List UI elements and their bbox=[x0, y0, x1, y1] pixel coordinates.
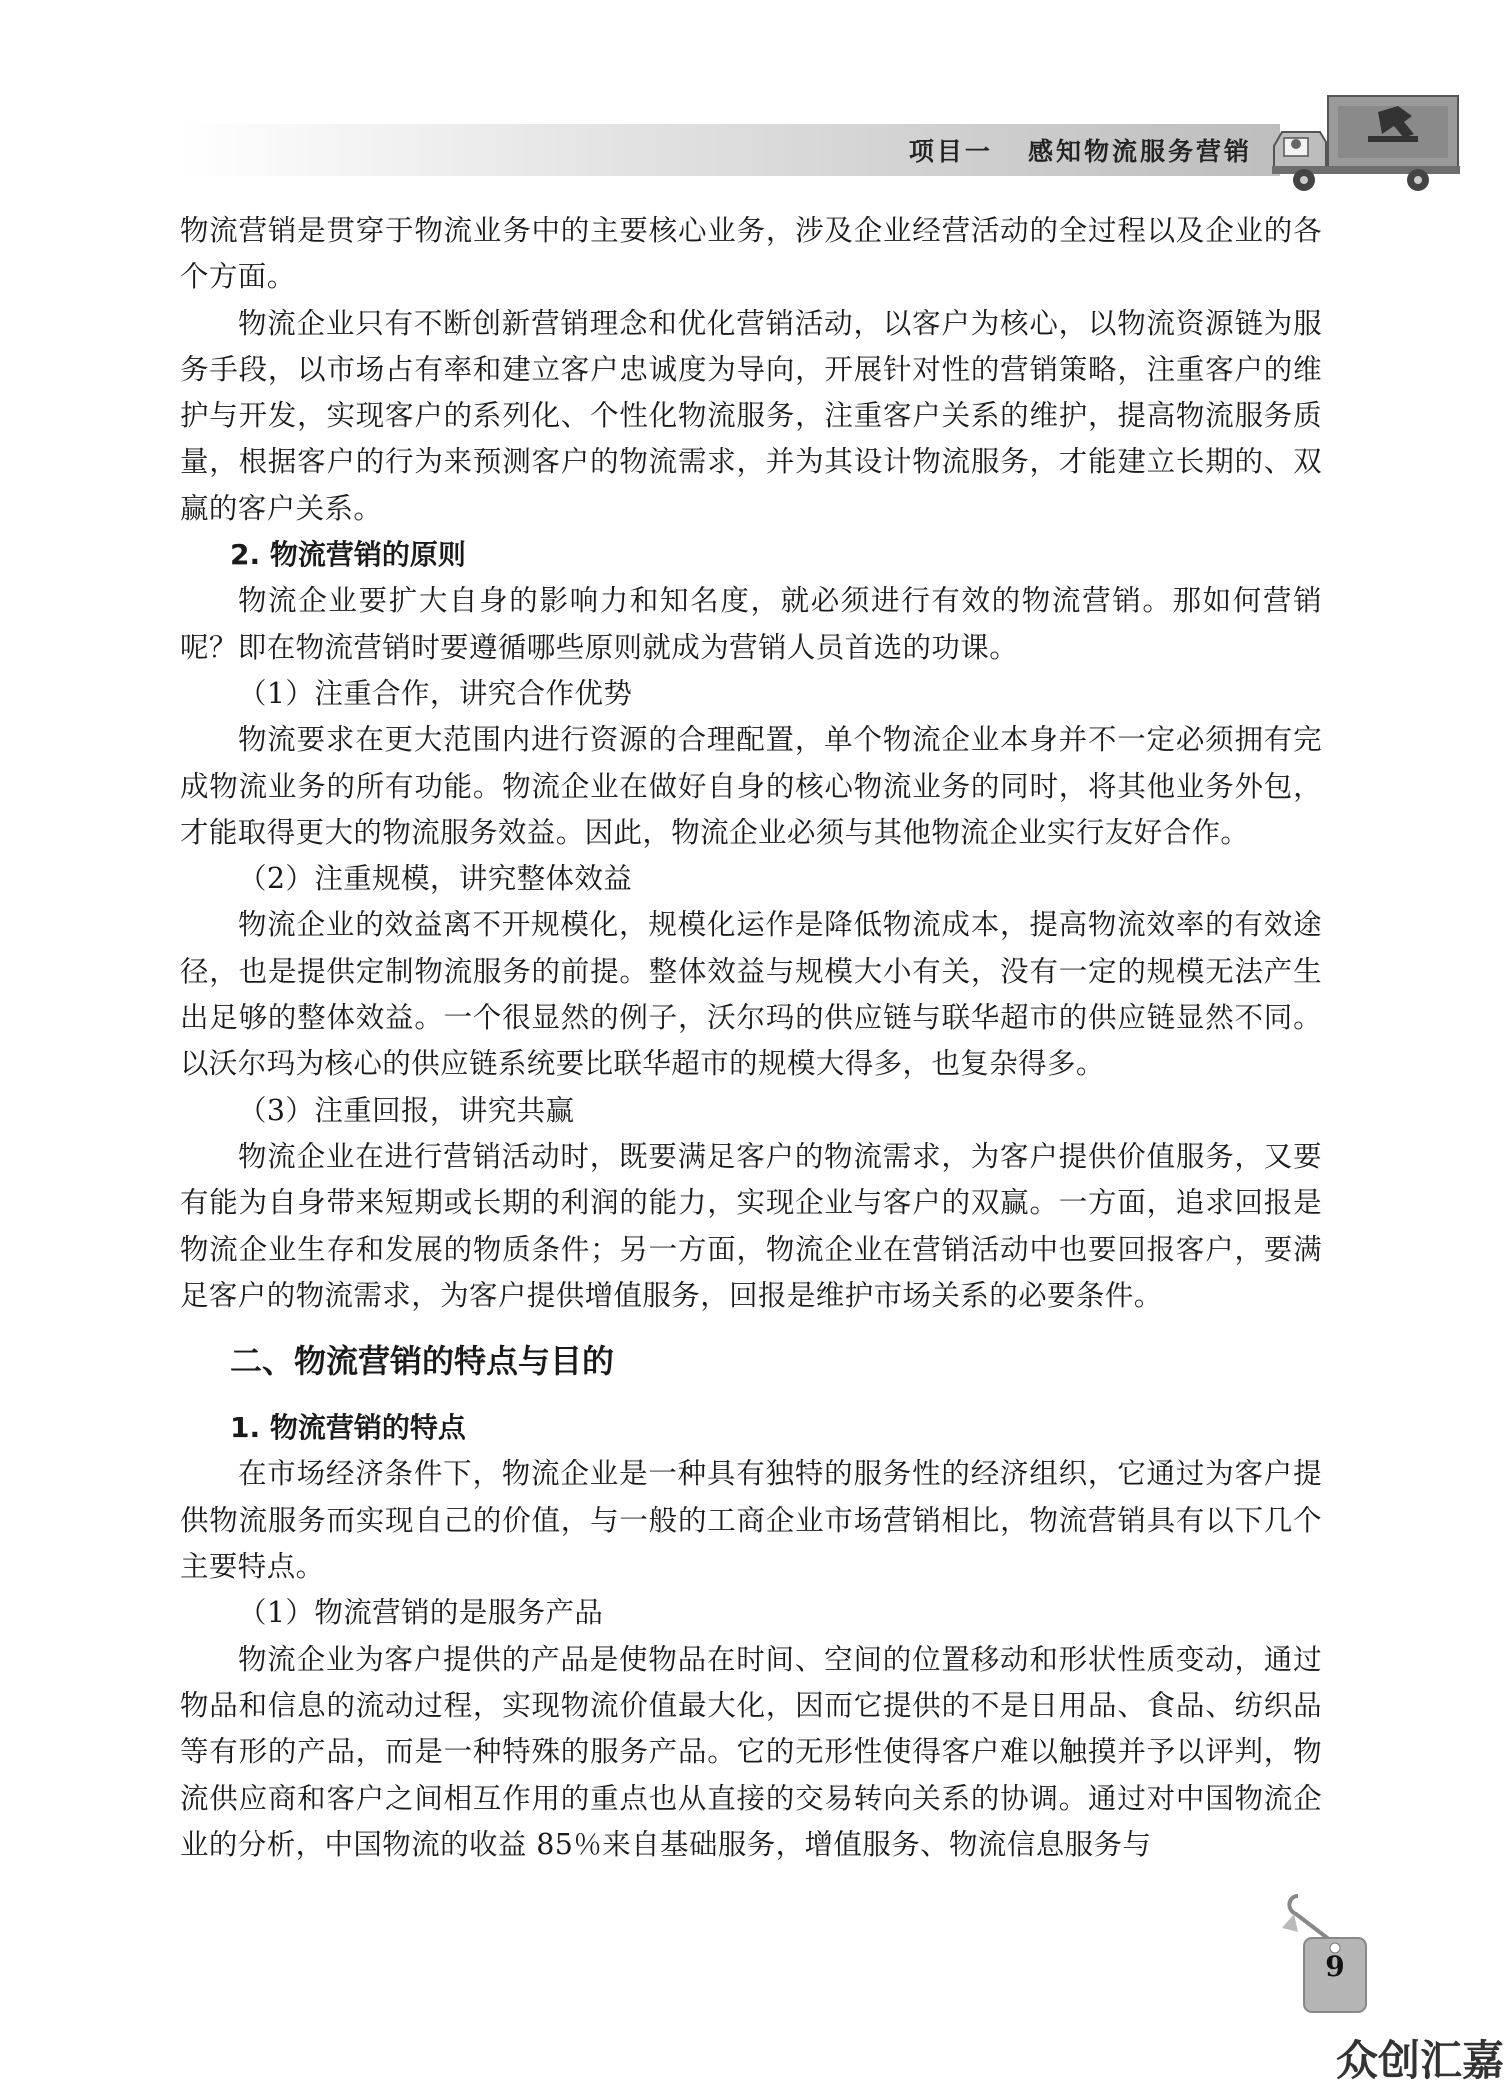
list-item-heading: （1）注重合作，讲究合作优势 bbox=[238, 676, 633, 710]
list-item-heading: （2）注重规模，讲究整体效益 bbox=[238, 862, 633, 896]
running-header: 项目一 感知物流服务营销 bbox=[908, 137, 1252, 166]
paragraph: 物流企业只有不断创新营销理念和优化营销活动，以客户为核心，以物流资源链为服务手段，以市场占有率和建立客户忠诚度为导向，开展针对性的营销策略，注重客户的维护与开发，实现客户的系列化、个性化物流服务，注重客户关系的维护，提高物流服务质量，根据客户的行为来预测客户的物流需求，并为其设计物流服务，才能建立长期的、双赢的客户关系。 bbox=[180, 306, 1322, 525]
paragraph: 物流企业在进行营销活动时，既要满足客户的物流需求，为客户提供价值服务，又要有能为自身带来短期或长期的利润的能力，实现企业与客户的双赢。一方面，追求回报是物流企业生存和发展的物质条件；另一方面，物流企业在营销活动中也要回报客户，要满足客户的物流需求，为客户提供增值服务，回报是维护市场关系的必要条件。 bbox=[180, 1139, 1322, 1312]
page-number: 9 bbox=[1325, 1950, 1345, 1983]
paragraph: 物流企业要扩大自身的影响力和知名度，就必须进行有效的物流营销。那如何营销呢？即在物流营销时要遵循哪些原则就成为营销人员首选的功课。 bbox=[180, 584, 1322, 664]
subheading-features: 1. 物流营销的特点 bbox=[230, 1411, 466, 1445]
truck-icon bbox=[1268, 92, 1464, 196]
paragraph: 物流要求在更大范围内进行资源的合理配置，单个物流企业本身并不一定必须拥有完成物流业务的所有功能。物流企业在做好自身的核心物流业务的同时，将其他业务外包，才能取得更大的物流服务效益。因此，物流企业必须与其他物流企业实行友好合作。 bbox=[180, 723, 1322, 849]
paragraph: 在市场经济条件下，物流企业是一种具有独特的服务性的经济组织，它通过为客户提供物流服务而实现自己的价值，与一般的工商企业市场营销相比，物流营销具有以下几个主要特点。 bbox=[180, 1457, 1322, 1584]
list-item-heading: （1）物流营销的是服务产品 bbox=[238, 1596, 604, 1630]
subheading-principles: 2. 物流营销的原则 bbox=[230, 538, 466, 572]
section-heading: 二、物流营销的特点与目的 bbox=[230, 1342, 615, 1381]
watermark: 众创汇嘉 bbox=[1335, 2036, 1504, 2085]
list-item-heading: （3）注重回报，讲究共赢 bbox=[238, 1093, 575, 1127]
paragraph: 物流营销是贯穿于物流业务中的主要核心业务，涉及企业经营活动的全过程以及企业的各个方面。 bbox=[180, 214, 1322, 294]
paragraph: 物流企业为客户提供的产品是使物品在时间、空间的位置移动和形状性质变动，通过物品和信息的流动过程，实现物流价值最大化，因而它提供的不是日用品、食品、纺织品等有形的产品，而是一种特殊的服务产品。它的无形性使得客户难以触摸并予以评判，物流供应商和客户之间相互作用的重点也从直接的交易转向关系的协调。通过对中国物流企业的分析，中国物流的收益 85％来自基础服务，增值服务、物流信息服务与 bbox=[180, 1642, 1322, 1861]
page-body bbox=[180, 208, 1322, 1868]
paragraph: 物流企业的效益离不开规模化，规模化运作是降低物流成本，提高物流效率的有效途径，也是提供定制物流服务的前提。整体效益与规模大小有关，没有一定的规模无法产生出足够的整体效益。一个很显然的例子，沃尔玛的供应链与联华超市的供应链显然不同。以沃尔玛为核心的供应链系统要比联华超市的规模大得多，也复杂得多。 bbox=[180, 908, 1322, 1081]
